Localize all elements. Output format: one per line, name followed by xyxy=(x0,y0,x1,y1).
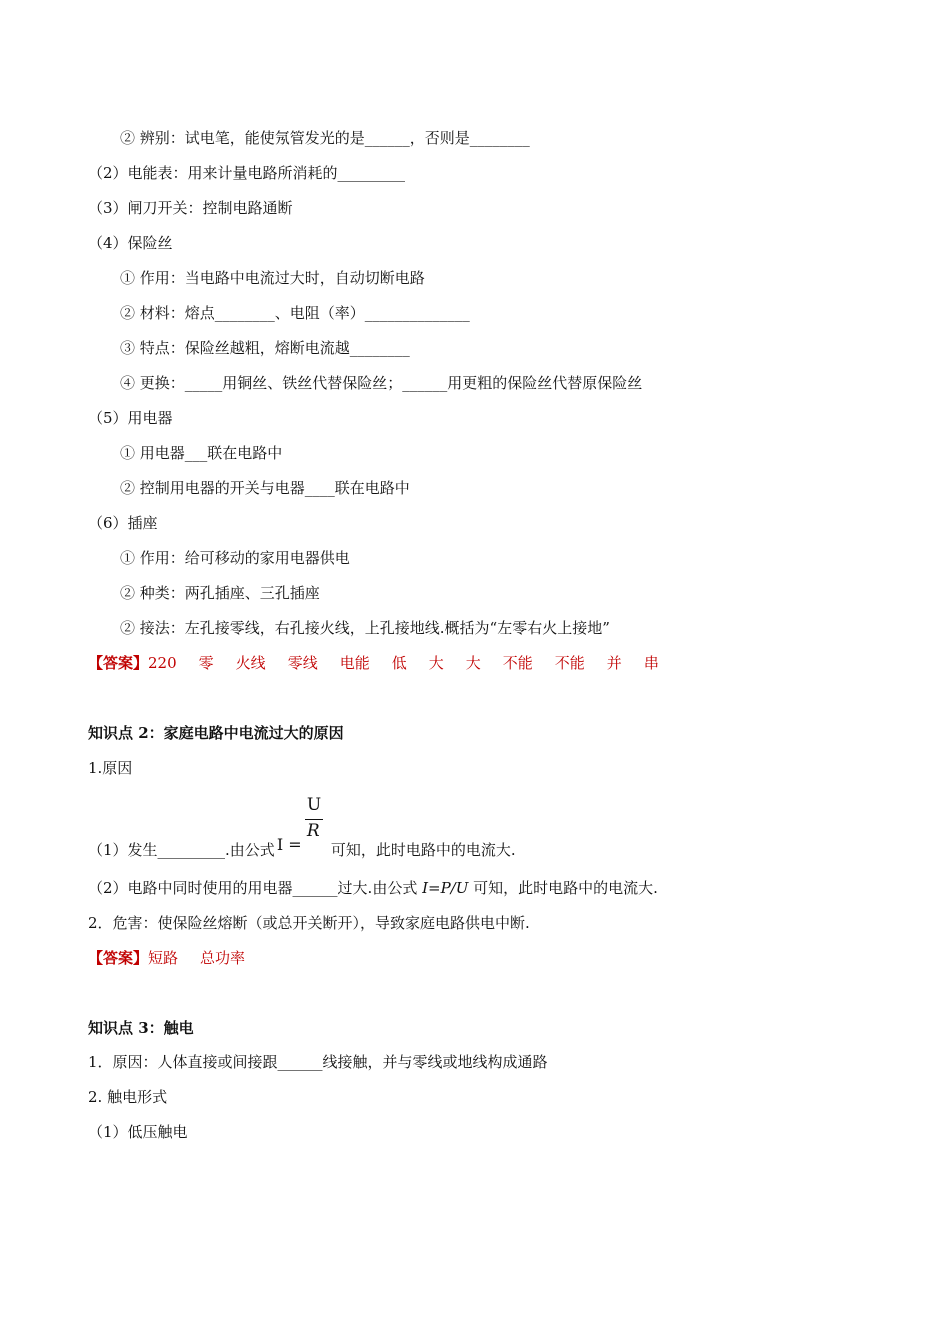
section-heading-2: 知识点 2：家庭电路中电流过大的原因 xyxy=(88,724,344,742)
text-line xyxy=(88,878,658,898)
formula-numerator: U xyxy=(306,795,322,815)
text-line: 1．原因：人体直接或间接跟______线接触，并与零线或地线构成通路 xyxy=(88,1053,548,1071)
fraction-formula xyxy=(276,795,329,855)
answer-item: 零 xyxy=(198,654,214,672)
text-line: ② 辨别：试电笔，能使氖管发光的是______，否则是________ xyxy=(120,129,530,147)
text-line: （4）保险丝 xyxy=(88,234,173,252)
answer-items-1 xyxy=(148,654,681,672)
text-line: ② 种类：两孔插座、三孔插座 xyxy=(120,584,320,602)
text-line: ① 用电器___联在电路中 xyxy=(120,444,283,462)
formula-paragraph xyxy=(88,795,516,860)
text-line: 2．危害：使保险丝熔断（或总开关断开），导致家庭电路供电中断. xyxy=(88,914,530,932)
text-line: （5）用电器 xyxy=(88,409,173,427)
text-span: 可知，此时电路中的电流大. xyxy=(330,841,516,859)
answer-item: 大 xyxy=(465,654,481,672)
answer-item: 短路 xyxy=(148,949,179,967)
answer-items-2 xyxy=(148,949,267,967)
answer-item: 零线 xyxy=(287,654,318,672)
answer-item: 不能 xyxy=(502,654,533,672)
answer-item: 总功率 xyxy=(200,949,246,967)
answer-item: 大 xyxy=(428,654,444,672)
text-span: （2）电路中同时使用的用电器______过大.由公式 xyxy=(88,879,423,897)
text-line: ② 控制用电器的开关与电器____联在电路中 xyxy=(120,479,410,497)
answer-item: 火线 xyxy=(235,654,266,672)
answer-item: 电能 xyxy=(339,654,370,672)
text-line: ④ 更换：_____用铜丝、铁丝代替保险丝；______用更粗的保险丝代替原保险丝 xyxy=(120,374,643,392)
text-line: 2. 触电形式 xyxy=(88,1088,168,1106)
formula-lhs: I = xyxy=(276,835,302,854)
answer-tag: 【答案】 xyxy=(88,949,149,967)
answer-item: 低 xyxy=(391,654,407,672)
answer-tag: 【答案】 xyxy=(88,654,149,672)
text-line: ② 接法：左孔接零线，右孔接火线，上孔接地线.概括为“左零右火上接地” xyxy=(120,619,610,637)
text-line: （2）电能表：用来计量电路所消耗的_________ xyxy=(88,164,406,182)
answer-line-1 xyxy=(88,653,681,673)
text-line: （3）闸刀开关：控制电路通断 xyxy=(88,199,293,217)
formula-denominator: R xyxy=(306,821,320,841)
text-span: （1）发生_________.由公式 xyxy=(88,841,275,859)
answer-item: 并 xyxy=(606,654,622,672)
formula-inline: I=P/U xyxy=(422,879,469,897)
answer-item: 串 xyxy=(643,654,659,672)
answer-line-2 xyxy=(88,948,267,968)
answer-item: 220 xyxy=(148,654,177,672)
text-line: 1.原因 xyxy=(88,759,133,777)
fraction-bar xyxy=(305,819,323,820)
text-line: ① 作用：给可移动的家用电器供电 xyxy=(120,549,350,567)
text-span: 可知，此时电路中的电流大. xyxy=(468,879,658,897)
answer-item: 不能 xyxy=(554,654,585,672)
text-line: （6）插座 xyxy=(88,514,158,532)
section-heading-3: 知识点 3：触电 xyxy=(88,1019,194,1037)
text-line: （1）低压触电 xyxy=(88,1123,188,1141)
text-line: ① 作用：当电路中电流过大时，自动切断电路 xyxy=(120,269,425,287)
text-line: ② 材料：熔点________、电阻（率）______________ xyxy=(120,304,470,322)
text-line: ③ 特点：保险丝越粗，熔断电流越________ xyxy=(120,339,410,357)
